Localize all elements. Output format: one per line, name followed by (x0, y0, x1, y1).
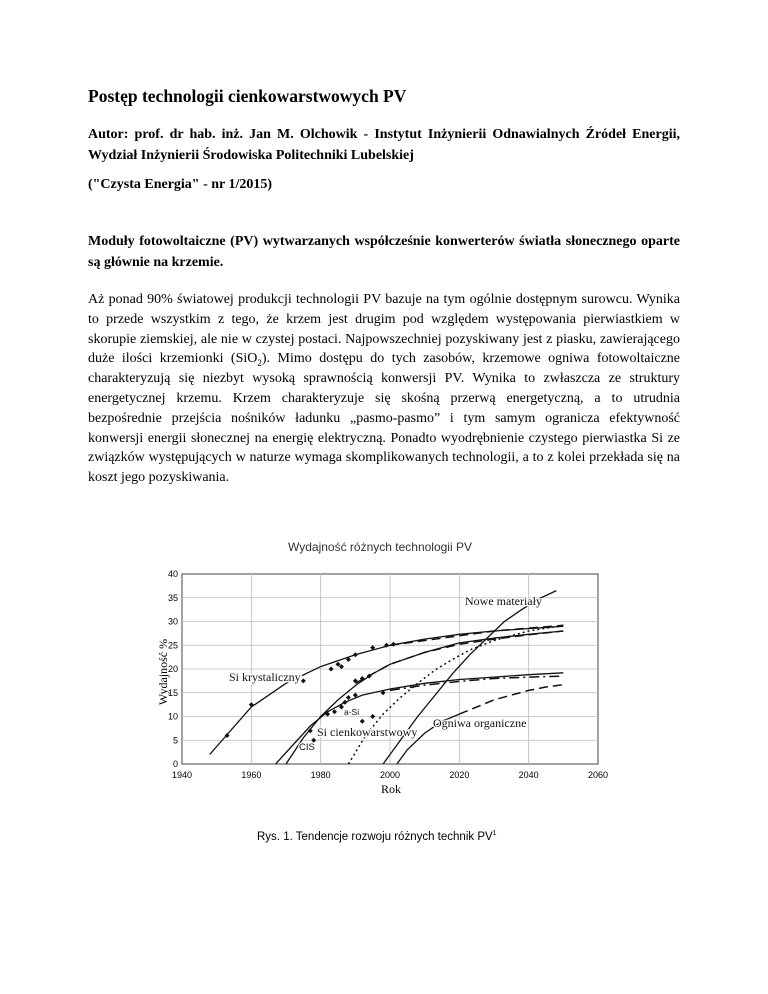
x-tick-label: 1960 (241, 770, 262, 780)
body-text-part-b: ). Mimo dostępu do tych zasobów, krzemowe ogniwa fotowoltaiczne charakteryzują się niezbyt wysoką sprawnością konwersji PV. Wynika to zwłaszcza ze struktury energetycznej krzemu. Krzem charakteryzuje się skośną przerwą energetyczną, a to utrudnia bezpośrednie przejścia nośników ładunku „pasmo-pasmo” i tym samym ogranicza efektywność konwersji energii słonecznej na energię elektryczną. Ponadto wyodrębnienie czystego pierwiastka Si ze związków występujących w naturze wymaga skomplikowanych technologii, a to z kolei przekłada się na koszt jego pozyskiwania. (88, 351, 681, 486)
label-a-si: a-Si (344, 707, 360, 717)
subscript-two: 2 (257, 358, 262, 369)
y-axis-label: Wydajność % (156, 638, 170, 706)
y-tick-label: 10 (167, 711, 178, 722)
page-title: Postęp technologii cienkowarstwowych PV (88, 86, 407, 106)
x-tick-label: 2020 (449, 770, 470, 780)
label-ogniwa-organiczne: Ogniwa organiczne (433, 716, 527, 730)
x-tick-label: 2060 (587, 770, 609, 780)
chart-title: Wydajność różnych technologii PV (288, 540, 472, 554)
lead-paragraph: Moduły fotowoltaiczne (PV) wytwarzanych współcześnie konwerterów światła słonecznego oparte są głównie na krzemie. (88, 234, 680, 270)
label-nowe-materialy: Nowe materiały (465, 594, 542, 608)
y-tick-label: 25 (167, 640, 178, 651)
y-tick-label: 30 (167, 616, 178, 627)
x-tick-label: 1980 (310, 770, 331, 780)
label-cis: CIS (299, 742, 315, 753)
label-si-krystaliczny: Si krystaliczny (229, 670, 301, 684)
author-line: Autor: prof. dr hab. inż. Jan M. Olchowik - Instytut Inżynierii Odnawialnych Źródeł Energii, Wydział Inżynierii Środowiska Politechniki Lubelskiej (88, 127, 680, 163)
y-tick-label: 5 (172, 735, 178, 746)
y-tick-label: 40 (167, 569, 178, 579)
x-tick-label: 2000 (379, 770, 401, 780)
body-text-part-a: Aż ponad 90% światowej produkcji technologii PV bazuje na tym ogólnie dostępnym surowcu. Wynika to przede wszystkim z tego, że krzem jest drugim pod względem występowania pierwiastkiem w skorupie ziemskiej, ale nie w czystej postaci. Najpowszechniej pozyskiwany jest z piasku, zawierającego duże ilości krzemionki (SiO (88, 292, 680, 367)
y-tick-label: 0 (172, 759, 178, 769)
caption-footnote-ref: 1 (492, 830, 497, 837)
y-tick-label: 15 (167, 687, 178, 698)
source-line: ("Czysta Energia" - nr 1/2015) (88, 177, 273, 192)
x-tick-label: 2040 (518, 770, 539, 780)
y-tick-label: 20 (167, 664, 178, 674)
caption-text: Rys. 1. Tendencje rozwoju różnych technik PV (257, 830, 493, 843)
x-tick-label: 1940 (171, 770, 193, 780)
figure-caption (257, 830, 497, 843)
label-si-cienkowarstwowy: Si cienkowarstwowy (317, 725, 418, 739)
x-axis-label: Rok (380, 782, 402, 796)
y-tick-label: 35 (167, 592, 178, 603)
